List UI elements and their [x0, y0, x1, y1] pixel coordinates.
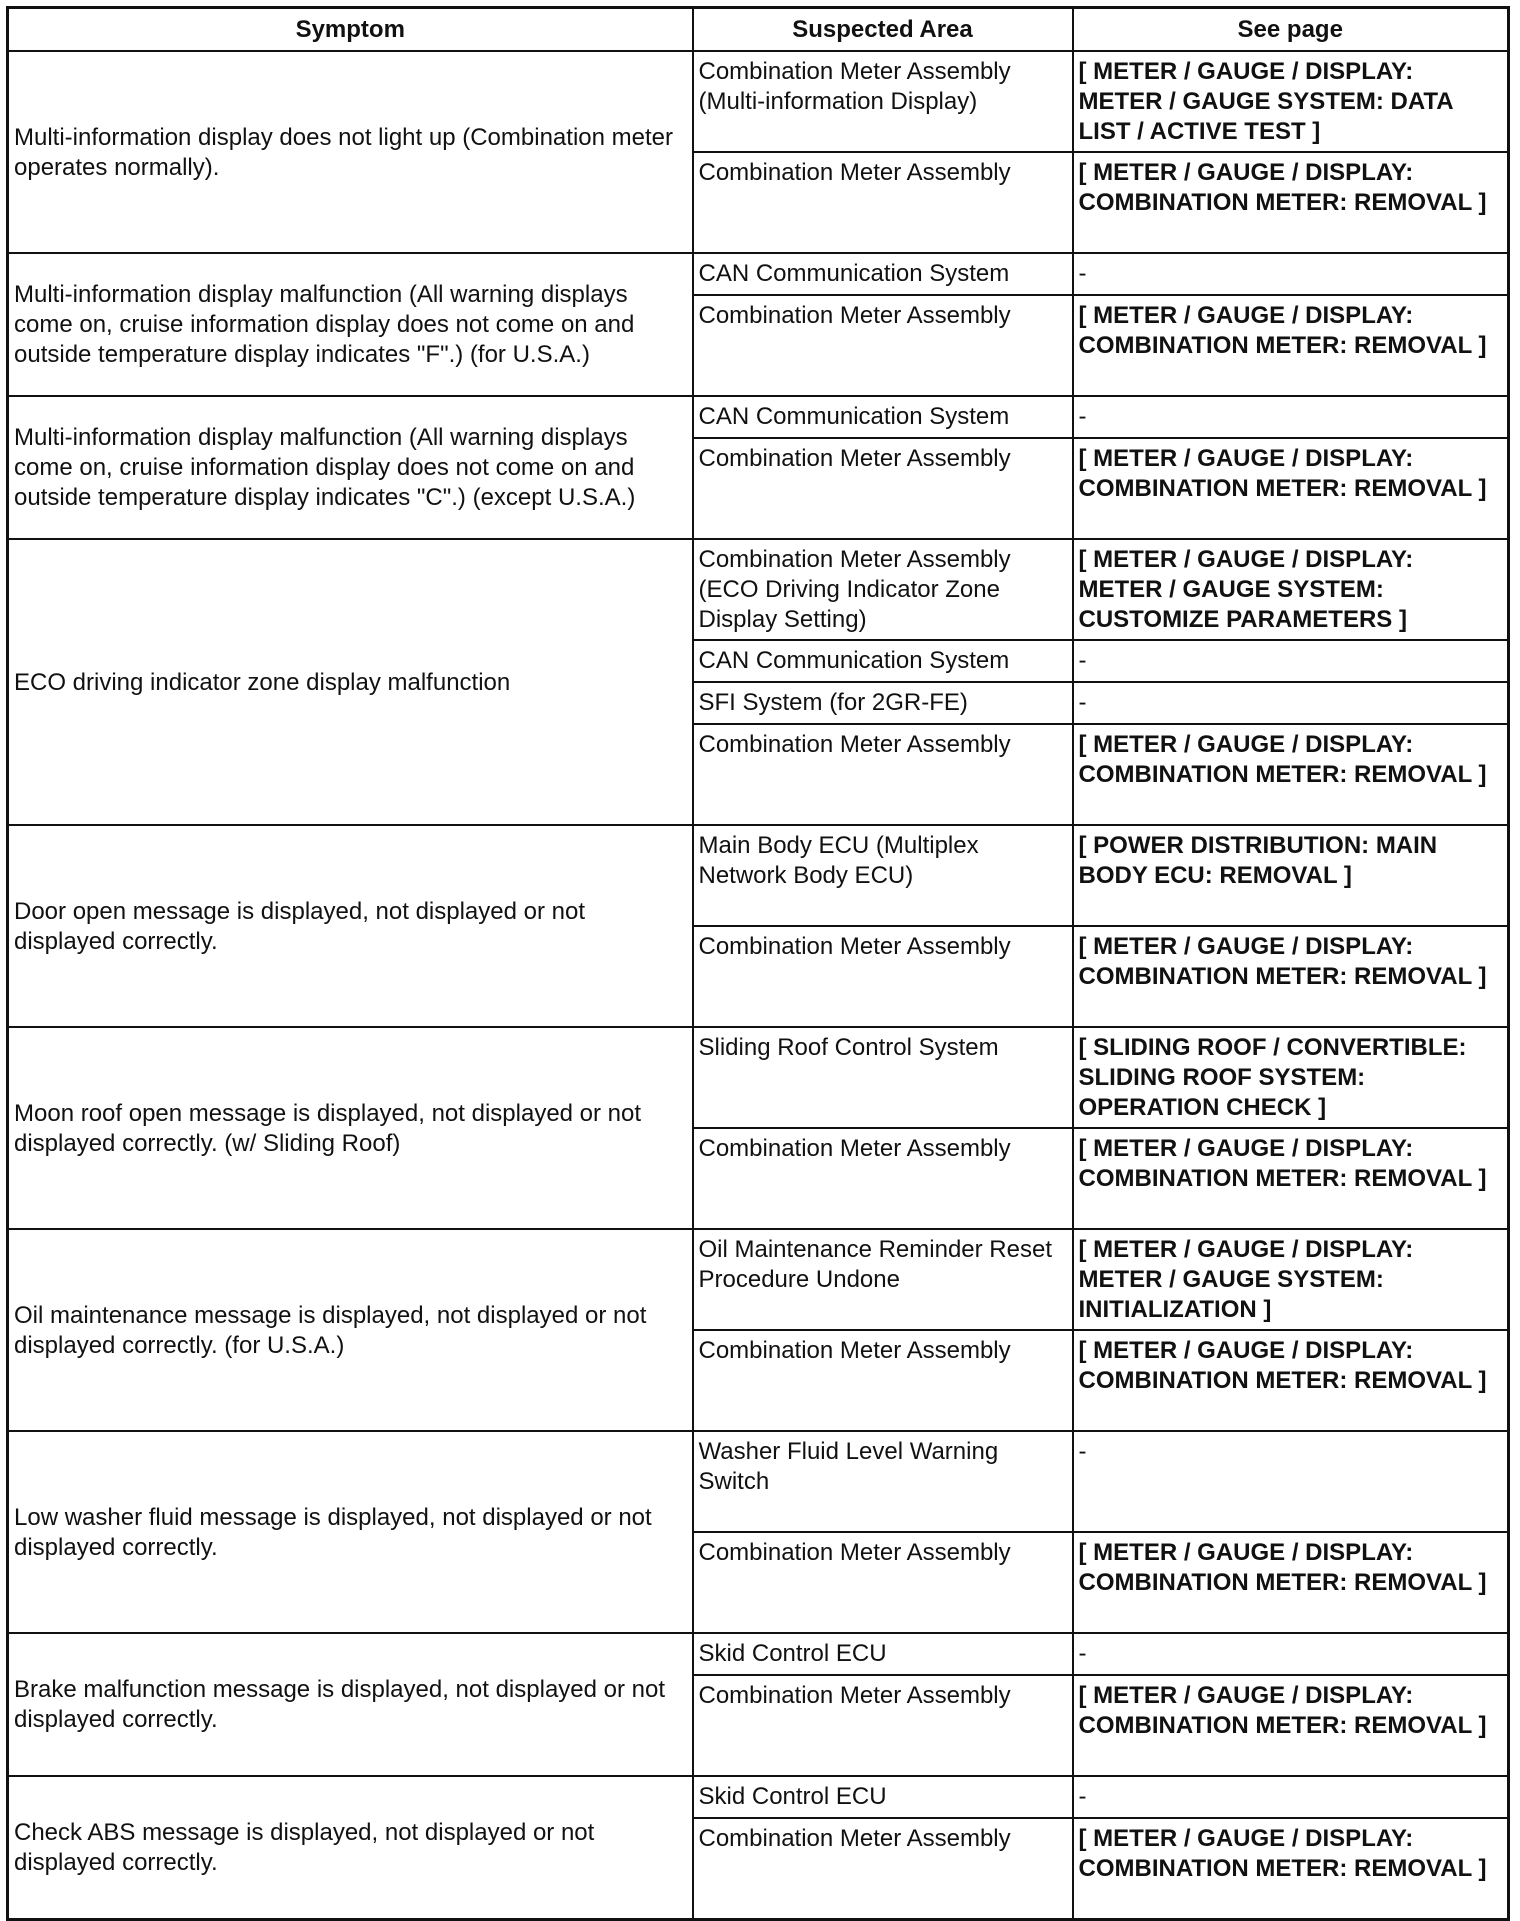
symptom-cell: Brake malfunction message is displayed, not displayed or not displayed correctly.	[8, 1633, 693, 1776]
suspected-area-cell: CAN Communication System	[693, 253, 1073, 295]
symptom-cell: Low washer fluid message is displayed, not displayed or not displayed correctly.	[8, 1431, 693, 1633]
suspected-area-cell: Combination Meter Assembly (ECO Driving Indicator Zone Display Setting)	[693, 539, 1073, 640]
see-page-cell: -	[1073, 1633, 1509, 1675]
see-page-cell: -	[1073, 682, 1509, 724]
suspected-area-cell: Combination Meter Assembly	[693, 1330, 1073, 1431]
suspected-area-cell: Combination Meter Assembly (Multi-information Display)	[693, 51, 1073, 152]
header-row	[8, 8, 1509, 52]
see-page-link[interactable]: [ METER / GAUGE / DISPLAY: COMBINATION METER: REMOVAL ]	[1073, 724, 1509, 825]
see-page-cell: -	[1073, 1431, 1509, 1532]
table-row	[8, 825, 1509, 926]
see-page-link[interactable]: [ METER / GAUGE / DISPLAY: COMBINATION METER: REMOVAL ]	[1073, 295, 1509, 396]
table-row	[8, 1776, 1509, 1818]
see-page-link[interactable]: [ METER / GAUGE / DISPLAY: COMBINATION METER: REMOVAL ]	[1073, 1128, 1509, 1229]
see-page-link[interactable]: [ METER / GAUGE / DISPLAY: COMBINATION METER: REMOVAL ]	[1073, 1330, 1509, 1431]
suspected-area-cell: Skid Control ECU	[693, 1633, 1073, 1675]
see-page-link[interactable]: [ SLIDING ROOF / CONVERTIBLE: SLIDING ROOF SYSTEM: OPERATION CHECK ]	[1073, 1027, 1509, 1128]
suspected-area-cell: Combination Meter Assembly	[693, 152, 1073, 253]
suspected-area-cell: Combination Meter Assembly	[693, 1818, 1073, 1920]
see-page-cell: -	[1073, 640, 1509, 682]
symptom-cell: Moon roof open message is displayed, not displayed or not displayed correctly. (w/ Sliding Roof)	[8, 1027, 693, 1229]
table-row	[8, 1431, 1509, 1532]
suspected-area-cell: CAN Communication System	[693, 396, 1073, 438]
see-page-link[interactable]: [ METER / GAUGE / DISPLAY: COMBINATION METER: REMOVAL ]	[1073, 438, 1509, 539]
see-page-link[interactable]: [ METER / GAUGE / DISPLAY: COMBINATION METER: REMOVAL ]	[1073, 926, 1509, 1027]
suspected-area-cell: Skid Control ECU	[693, 1776, 1073, 1818]
see-page-link[interactable]: [ METER / GAUGE / DISPLAY: METER / GAUGE SYSTEM: DATA LIST / ACTIVE TEST ]	[1073, 51, 1509, 152]
see-page-link[interactable]: [ METER / GAUGE / DISPLAY: METER / GAUGE SYSTEM: CUSTOMIZE PARAMETERS ]	[1073, 539, 1509, 640]
see-page-cell: -	[1073, 396, 1509, 438]
suspected-area-cell: Washer Fluid Level Warning Switch	[693, 1431, 1073, 1532]
symptom-cell: Multi-information display does not light up (Combination meter operates normally).	[8, 51, 693, 253]
suspected-area-cell: CAN Communication System	[693, 640, 1073, 682]
see-page-cell: -	[1073, 1776, 1509, 1818]
table-row	[8, 1027, 1509, 1128]
header-symptom: Symptom	[8, 8, 693, 52]
symptom-cell: ECO driving indicator zone display malfunction	[8, 539, 693, 825]
table-row	[8, 1633, 1509, 1675]
table-row	[8, 253, 1509, 295]
suspected-area-cell: Sliding Roof Control System	[693, 1027, 1073, 1128]
see-page-link[interactable]: [ METER / GAUGE / DISPLAY: COMBINATION METER: REMOVAL ]	[1073, 152, 1509, 253]
suspected-area-cell: Combination Meter Assembly	[693, 295, 1073, 396]
suspected-area-cell: Combination Meter Assembly	[693, 724, 1073, 825]
symptom-cell: Multi-information display malfunction (All warning displays come on, cruise information display does not come on and outside temperature display indicates "C".) (except U.S.A.)	[8, 396, 693, 539]
suspected-area-cell: Combination Meter Assembly	[693, 438, 1073, 539]
symptom-cell: Oil maintenance message is displayed, not displayed or not displayed correctly. (for U.S.A.)	[8, 1229, 693, 1431]
suspected-area-cell: Combination Meter Assembly	[693, 926, 1073, 1027]
table-row	[8, 396, 1509, 438]
suspected-area-cell: Combination Meter Assembly	[693, 1128, 1073, 1229]
table-row	[8, 539, 1509, 640]
table-row	[8, 1229, 1509, 1330]
problem-symptoms-table	[6, 6, 1510, 1921]
suspected-area-cell: Combination Meter Assembly	[693, 1675, 1073, 1776]
see-page-link[interactable]: [ POWER DISTRIBUTION: MAIN BODY ECU: REMOVAL ]	[1073, 825, 1509, 926]
see-page-link[interactable]: [ METER / GAUGE / DISPLAY: COMBINATION METER: REMOVAL ]	[1073, 1532, 1509, 1633]
see-page-link[interactable]: [ METER / GAUGE / DISPLAY: COMBINATION METER: REMOVAL ]	[1073, 1675, 1509, 1776]
suspected-area-cell: Combination Meter Assembly	[693, 1532, 1073, 1633]
see-page-link[interactable]: [ METER / GAUGE / DISPLAY: COMBINATION METER: REMOVAL ]	[1073, 1818, 1509, 1920]
header-see-page: See page	[1073, 8, 1509, 52]
symptom-cell: Door open message is displayed, not displayed or not displayed correctly.	[8, 825, 693, 1027]
suspected-area-cell: SFI System (for 2GR-FE)	[693, 682, 1073, 724]
suspected-area-cell: Oil Maintenance Reminder Reset Procedure Undone	[693, 1229, 1073, 1330]
suspected-area-cell: Main Body ECU (Multiplex Network Body ECU)	[693, 825, 1073, 926]
table-row	[8, 51, 1509, 152]
see-page-link[interactable]: [ METER / GAUGE / DISPLAY: METER / GAUGE SYSTEM: INITIALIZATION ]	[1073, 1229, 1509, 1330]
see-page-cell: -	[1073, 253, 1509, 295]
symptom-cell: Check ABS message is displayed, not displayed or not displayed correctly.	[8, 1776, 693, 1920]
symptom-cell: Multi-information display malfunction (All warning displays come on, cruise information display does not come on and outside temperature display indicates "F".) (for U.S.A.)	[8, 253, 693, 396]
header-suspected-area: Suspected Area	[693, 8, 1073, 52]
